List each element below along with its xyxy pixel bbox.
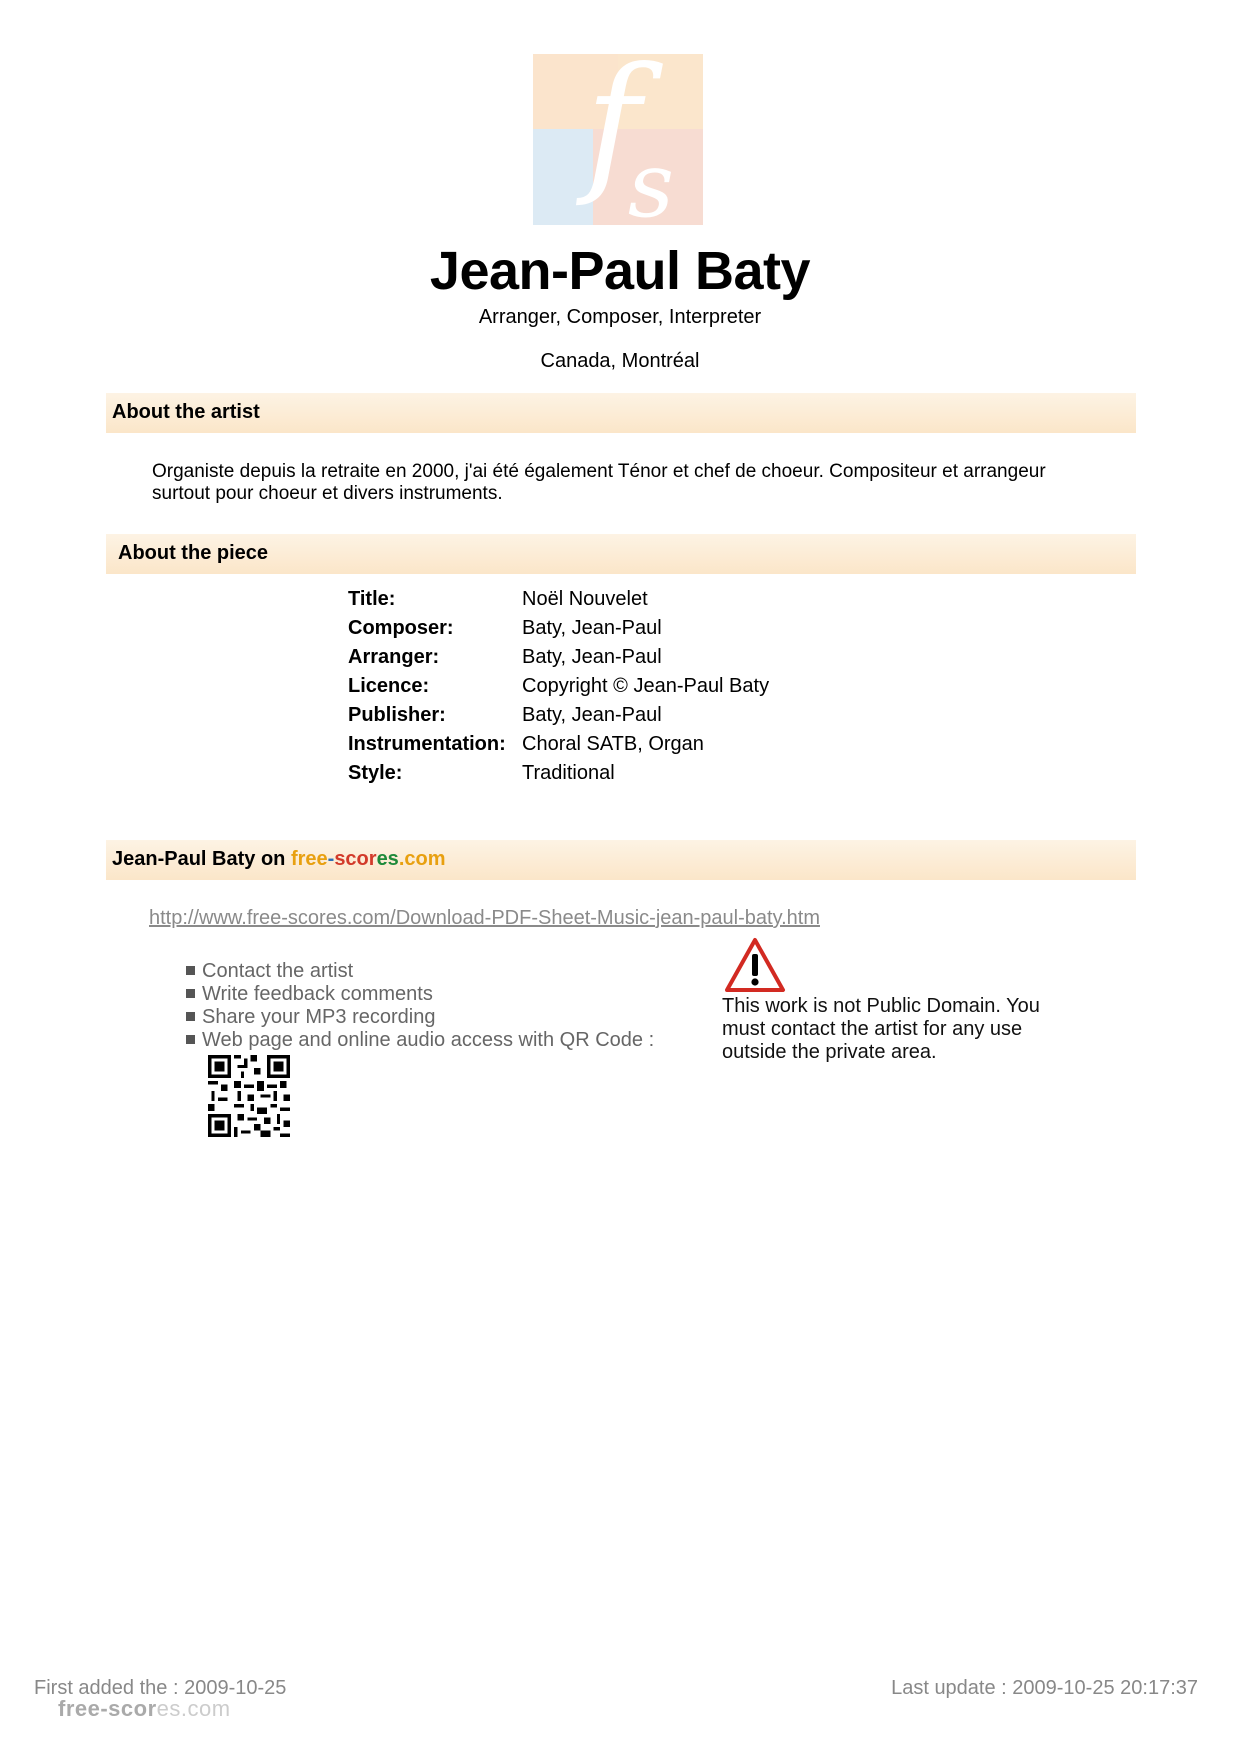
svg-text:s: s xyxy=(627,133,675,225)
on-site-heading-prefix: Jean-Paul Baty on xyxy=(112,848,291,870)
piece-row-arranger xyxy=(348,643,769,672)
artist-roles: Arranger, Composer, Interpreter xyxy=(478,306,762,328)
artist-location: Canada, Montréal xyxy=(540,350,700,372)
about-artist-heading: About the artist xyxy=(112,401,260,423)
piece-row-publisher xyxy=(348,701,769,730)
piece-row-title xyxy=(348,585,769,614)
brand-part: scor xyxy=(334,848,377,870)
contact-artist-link[interactable] xyxy=(186,960,654,983)
brand-part: es xyxy=(376,848,399,870)
bullet-square-icon xyxy=(186,989,195,998)
artist-page-link[interactable]: http://www.free-scores.com/Download-PDF-Sheet-Music-jean-paul-baty.htm xyxy=(149,907,820,929)
feedback-link[interactable] xyxy=(186,983,654,1006)
link-label: Share your MP3 recording xyxy=(202,1006,436,1028)
piece-label: Composer: xyxy=(348,617,454,639)
about-piece-heading: About the piece xyxy=(118,542,269,564)
brand-part: - xyxy=(327,848,335,870)
piece-value: Copyright © Jean-Paul Baty xyxy=(522,675,770,697)
on-site-section-bar xyxy=(106,840,1136,880)
piece-row-licence xyxy=(348,672,769,701)
piece-value: Baty, Jean-Paul xyxy=(522,617,662,639)
first-added-date: First added the : 2009-10-25 xyxy=(34,1677,287,1699)
piece-label: Instrumentation: xyxy=(348,733,506,755)
piece-label: Arranger: xyxy=(348,646,440,668)
footer-brand-main: free-scor xyxy=(58,1696,157,1721)
last-update-date: Last update : 2009-10-25 20:17:37 xyxy=(891,1677,1198,1699)
brand-part: free xyxy=(290,848,328,870)
piece-label: Title: xyxy=(348,588,396,610)
piece-label: Style: xyxy=(348,762,403,784)
bullet-square-icon xyxy=(186,1035,195,1044)
bullet-square-icon xyxy=(186,966,195,975)
link-label: Write feedback comments xyxy=(202,983,433,1005)
footer-brand xyxy=(58,1696,231,1722)
on-site-heading xyxy=(112,848,446,871)
artist-name: Jean-Paul Baty xyxy=(429,241,811,301)
piece-label: Publisher: xyxy=(348,704,446,726)
bullet-square-icon xyxy=(186,1012,195,1021)
piece-row-style xyxy=(348,759,769,788)
piece-row-composer xyxy=(348,614,769,643)
piece-info-table xyxy=(348,585,769,788)
link-label: Contact the artist xyxy=(202,960,354,982)
about-artist-text: Organiste depuis la retraite en 2000, j'ai été également Ténor et chef de choeur. Compositeur et arrangeur surtout pour choeur et divers instruments. xyxy=(152,461,1046,504)
footer-brand-suffix: es.com xyxy=(156,1696,231,1721)
piece-value: Noël Nouvelet xyxy=(522,588,648,610)
link-label: Web page and online audio access with QR Code : xyxy=(202,1029,655,1051)
piece-value: Baty, Jean-Paul xyxy=(522,646,662,668)
piece-value: Traditional xyxy=(522,762,615,784)
piece-label: Licence: xyxy=(348,675,430,697)
artist-links-list xyxy=(186,960,654,1052)
free-scores-logo xyxy=(533,54,703,225)
qr-access-link[interactable] xyxy=(186,1029,654,1052)
piece-value: Choral SATB, Organ xyxy=(522,733,704,755)
share-mp3-link[interactable] xyxy=(186,1006,654,1029)
brand-part: .com xyxy=(398,848,446,870)
about-piece-section-bar xyxy=(106,534,1136,574)
warning-triangle-icon xyxy=(724,937,786,993)
svg-text:f: f xyxy=(585,54,641,210)
about-artist-section-bar xyxy=(106,393,1136,433)
qr-code-icon[interactable] xyxy=(208,1055,290,1137)
brand-name xyxy=(291,848,446,870)
piece-value: Baty, Jean-Paul xyxy=(522,704,662,726)
piece-row-instrumentation xyxy=(348,730,769,759)
copyright-warning-text: This work is not Public Domain. You must contact the artist for any use outside the private area. xyxy=(722,995,1040,1063)
